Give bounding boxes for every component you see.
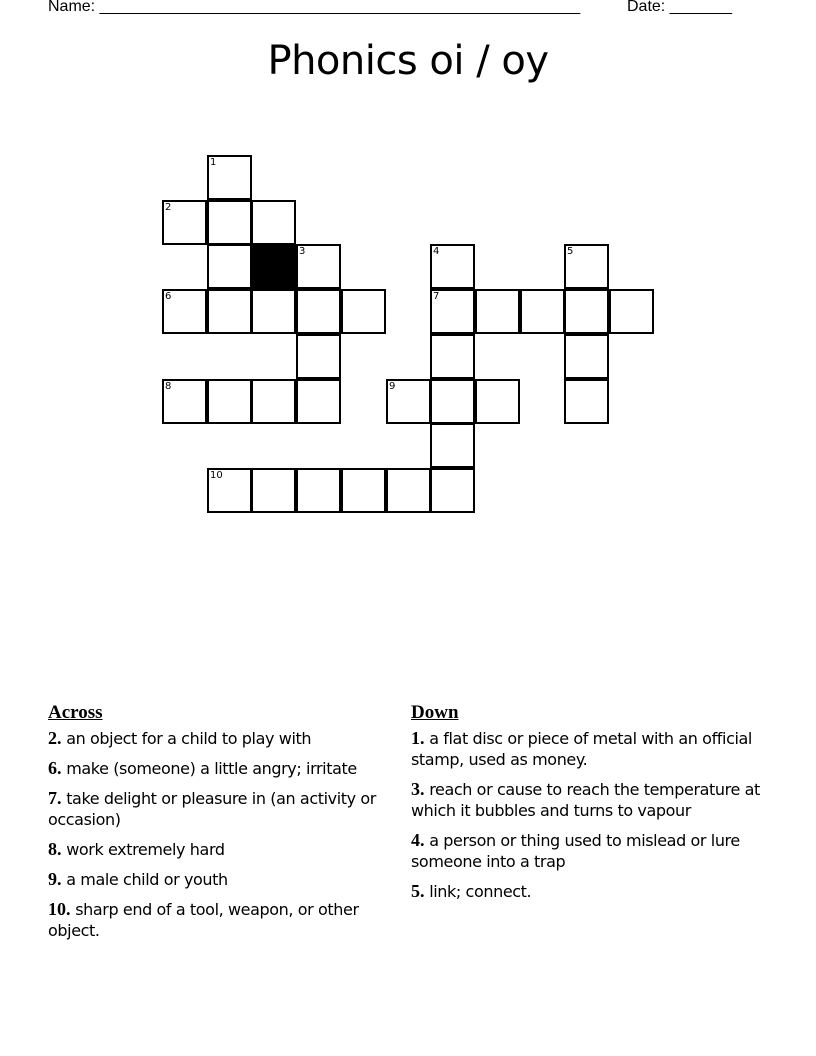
clue-text: an object for a child to play with xyxy=(66,729,312,748)
crossword-cell[interactable] xyxy=(162,379,207,424)
crossword-cell[interactable] xyxy=(430,334,475,379)
clue-number: 6. xyxy=(48,758,62,778)
clue-number: 1. xyxy=(411,728,425,748)
clue-text: a male child or youth xyxy=(66,870,228,889)
cell-number: 8 xyxy=(165,381,172,392)
clue-number: 8. xyxy=(48,839,62,859)
crossword-cell[interactable] xyxy=(475,289,520,334)
clue-text: take delight or pleasure in (an activity or occasion) xyxy=(48,789,376,829)
crossword-cell[interactable] xyxy=(430,468,475,513)
cell-number: 1 xyxy=(210,157,217,168)
across-clues xyxy=(48,702,393,950)
crossword-cell[interactable] xyxy=(251,200,296,245)
crossword-cell[interactable] xyxy=(564,379,609,424)
crossword-cell[interactable] xyxy=(296,244,341,289)
crossword-cell[interactable] xyxy=(251,289,296,334)
clue-text: a person or thing used to mislead or lure someone into a trap xyxy=(411,831,740,871)
across-clue xyxy=(48,869,393,890)
clue-text: work extremely hard xyxy=(66,840,225,859)
crossword-cell[interactable] xyxy=(564,244,609,289)
clue-text: reach or cause to reach the temperature at which it bubbles and turns to vapour xyxy=(411,780,760,820)
across-clue xyxy=(48,839,393,860)
crossword-cell[interactable] xyxy=(386,468,431,513)
cell-number: 7 xyxy=(433,291,440,302)
date-field: Date: _______ xyxy=(627,0,732,15)
crossword-cell[interactable] xyxy=(207,379,252,424)
crossword-cell[interactable] xyxy=(520,289,565,334)
crossword-cell[interactable] xyxy=(430,423,475,468)
clue-number: 7. xyxy=(48,788,62,808)
down-clue xyxy=(411,881,771,902)
crossword-cell[interactable] xyxy=(207,155,252,200)
name-field: Name: ______________________________________________________ xyxy=(48,0,581,15)
across-clue xyxy=(48,899,393,941)
crossword-cell[interactable] xyxy=(207,200,252,245)
across-clue xyxy=(48,788,393,830)
down-heading: Down xyxy=(411,702,459,723)
clue-number: 10. xyxy=(48,899,71,919)
clue-text: sharp end of a tool, weapon, or other object. xyxy=(48,900,359,940)
crossword-block xyxy=(251,244,296,289)
across-heading: Across xyxy=(48,702,103,723)
crossword-cell[interactable] xyxy=(341,289,386,334)
clue-text: link; connect. xyxy=(429,882,532,901)
across-clue xyxy=(48,758,393,779)
crossword-cell[interactable] xyxy=(430,244,475,289)
down-clue xyxy=(411,830,771,872)
crossword-cell[interactable] xyxy=(475,379,520,424)
crossword-cell[interactable] xyxy=(207,468,252,513)
crossword-cell[interactable] xyxy=(296,379,341,424)
cell-number: 5 xyxy=(567,246,574,257)
crossword-cell[interactable] xyxy=(430,289,475,334)
crossword-cell[interactable] xyxy=(386,379,431,424)
cell-number: 9 xyxy=(389,381,396,392)
crossword-cell[interactable] xyxy=(207,289,252,334)
cell-number: 3 xyxy=(299,246,306,257)
crossword-cell[interactable] xyxy=(296,334,341,379)
cell-number: 10 xyxy=(210,470,223,481)
crossword-cell[interactable] xyxy=(564,334,609,379)
down-clues xyxy=(411,702,771,911)
clue-number: 4. xyxy=(411,830,425,850)
down-clue xyxy=(411,728,771,770)
cell-number: 4 xyxy=(433,246,440,257)
clue-number: 9. xyxy=(48,869,62,889)
crossword-cell[interactable] xyxy=(564,289,609,334)
crossword-cell[interactable] xyxy=(609,289,654,334)
crossword-cell[interactable] xyxy=(207,244,252,289)
across-clue xyxy=(48,728,393,749)
crossword-cell[interactable] xyxy=(296,468,341,513)
cell-number: 2 xyxy=(165,202,172,213)
crossword-cell[interactable] xyxy=(251,468,296,513)
crossword-cell[interactable] xyxy=(162,200,207,245)
clue-text: make (someone) a little angry; irritate xyxy=(66,759,357,778)
crossword-cell[interactable] xyxy=(430,379,475,424)
clue-number: 5. xyxy=(411,881,425,901)
crossword-cell[interactable] xyxy=(341,468,386,513)
down-clue xyxy=(411,779,771,821)
crossword-cell[interactable] xyxy=(296,289,341,334)
clue-number: 3. xyxy=(411,779,425,799)
crossword-cell[interactable] xyxy=(162,289,207,334)
clue-number: 2. xyxy=(48,728,62,748)
page-title: Phonics oi / oy xyxy=(267,38,549,84)
clue-text: a flat disc or piece of metal with an official stamp, used as money. xyxy=(411,729,752,769)
crossword-cell[interactable] xyxy=(251,379,296,424)
cell-number: 6 xyxy=(165,291,172,302)
